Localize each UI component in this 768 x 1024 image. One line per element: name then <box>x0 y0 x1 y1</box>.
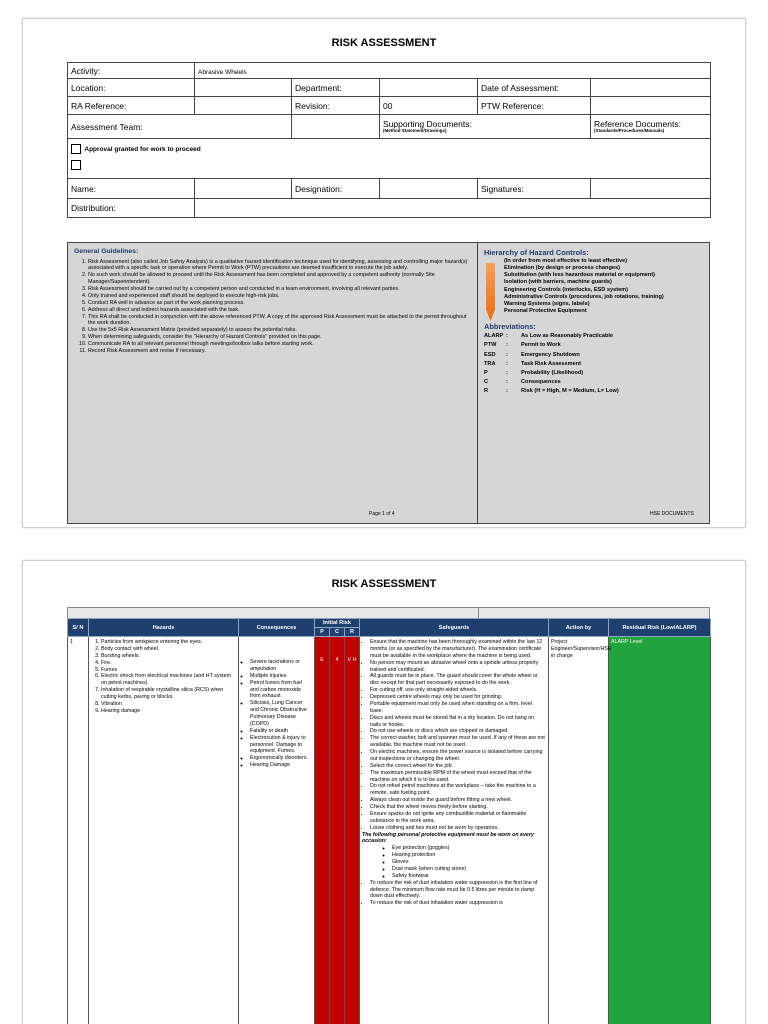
sn-header: S/ N <box>68 619 89 637</box>
safeguard-item: • On electric machines, ensure the power source is isolated before carrying out inspections or changing the wheel. <box>370 749 546 763</box>
revision-value[interactable]: 00 <box>380 97 478 115</box>
general-guidelines <box>68 243 478 523</box>
abbreviation-key: C <box>484 378 489 385</box>
revision-label: Revision: <box>292 97 380 115</box>
consequence-item: ◦ Electrocution & injury to personnel. Damage to equipment. Fumes. <box>250 735 312 756</box>
abbreviation-row <box>484 342 703 349</box>
page-1 <box>22 18 746 528</box>
residual-risk-header: Residual Risk (Low/ALARP) <box>609 619 711 637</box>
department-label: Department: <box>292 79 380 97</box>
assessment-header-table <box>67 62 711 218</box>
page-number: Page 1 of 4 <box>369 511 395 517</box>
hierarchy-item: Isolation (with barriers, machine guards) <box>504 279 612 286</box>
abbreviation-key: TRA <box>484 360 496 367</box>
second-checkbox[interactable] <box>71 160 81 170</box>
abbreviation-colon: : <box>506 351 508 358</box>
consequence-item: ◦ Severe lacerations or amputation <box>250 659 312 673</box>
hazard-item: 4. Fire. <box>101 660 236 667</box>
row-sn: 1 <box>68 637 89 1024</box>
distribution-label: Distribution: <box>68 199 195 218</box>
location-label: Location: <box>68 79 195 97</box>
page-title: RISK ASSESSMENT <box>331 578 437 590</box>
guideline-item: 3. Risk Assessment should be carried out by a competent person and conducted in a team environment, involving all relevant parties. <box>88 286 471 293</box>
safeguard-item: • Check that the wheel moves freely before starting. <box>370 804 546 811</box>
abbreviation-value: Risk (H = High, M = Medium, L= Low) <box>521 387 619 394</box>
hierarchy-list <box>484 258 703 316</box>
guideline-item: 10. Communicate RA to all relevant personnel through meetings/toolbox talks before starting work. <box>88 341 471 348</box>
hazard-item: 8. Vibration <box>101 701 236 708</box>
safeguard-item: • Loose clothing and ties must not be worn by operators. <box>370 825 546 832</box>
abbreviation-row <box>484 388 703 395</box>
row-hazards <box>89 637 239 1024</box>
abbreviation-key: R <box>484 387 489 394</box>
safeguard-item: • No person may mount an abrasive wheel onto a spindle unless properly trained and certificated. <box>370 660 546 674</box>
guideline-item: 9. When determining safeguards, consider the "Hierarchy of Hazard Controls" provided on this page. <box>88 334 471 341</box>
safeguard-item: • Ensure that the machine has been thoroughly examined within the last 12 months (or as specified by the manufacturer). The examination certificate must be available in the workplace where the machine is being used. <box>370 639 546 660</box>
abbreviation-key: P <box>484 369 488 376</box>
abbreviations <box>484 322 703 395</box>
hierarchy-item: Elimination (by design or process changes) <box>504 264 620 271</box>
designation-label: Designation: <box>292 179 380 199</box>
safeguard-item: • Select the correct wheel for the job. <box>370 763 546 770</box>
hierarchy-item: Engineering Controls (interlocks, ESD system) <box>504 286 629 293</box>
activity-value[interactable]: Abrasive Wheels <box>195 63 711 79</box>
ppe-item: ◦ Gloves <box>392 859 546 866</box>
safeguard-item: • For cutting off, use only straight-sided wheels. <box>370 687 546 694</box>
hierarchy-item: Substitution (with less hazardous material or equipment) <box>504 272 656 279</box>
abbreviation-value: Probability (Likelihood) <box>521 369 584 376</box>
hazard-item: 5. Fumes <box>101 667 236 674</box>
hazard-item: 2. Body contact with wheel. <box>101 646 236 653</box>
safeguard-item: • Do not use wheels or discs which are chipped or damaged. <box>370 728 546 735</box>
date-label: Date of Assessment: <box>478 79 591 97</box>
abbreviation-row <box>484 379 703 386</box>
hazard-item: 3. Bursting wheels. <box>101 653 236 660</box>
safeguard-item: • The correct washer, bolt and spanner must be used. If any of these are not available, the machine must not be used. <box>370 735 546 749</box>
abbreviation-colon: : <box>506 333 508 340</box>
guideline-item: 7. This RA shall be conducted in conjunction with the above referenced PTW. A copy of the approved Risk Assessment must be attached to the permit throughout the work duration. <box>88 314 471 328</box>
designation-value[interactable] <box>380 179 478 199</box>
ra-reference-label: RA Reference: <box>68 97 195 115</box>
consequence-item: ◦ Fatality or death <box>250 728 312 735</box>
signatures-label: Signatures: <box>478 179 591 199</box>
risk-cell: V H <box>345 637 360 1024</box>
row-action-by: Project Engineer/Supervisor/HSE in charge <box>549 637 609 1024</box>
hierarchy-heading: Hierarchy of Hazard Controls: <box>484 248 589 257</box>
abbreviation-value: Task Risk Assessment <box>521 360 582 367</box>
ppe-item: ◦ Dust mask (when cutting stone) <box>392 866 546 873</box>
abbreviation-row <box>484 370 703 377</box>
abbreviation-value: Consequences <box>521 378 561 385</box>
name-value[interactable] <box>195 179 292 199</box>
guideline-item: 8. Use the 5x5 Risk Assessment Matrix (provided separately) to assess the potential risks. <box>88 327 471 334</box>
safeguard-item: • Depressed centre wheels may only be used for grinding. <box>370 694 546 701</box>
table-row <box>68 637 711 1024</box>
safeguards-header: Safeguards <box>360 619 549 637</box>
c-header: C <box>330 628 345 637</box>
row-residual-risk: ALARP Level <box>609 637 711 1024</box>
arrow-down-icon <box>486 263 495 321</box>
safeguard-item: • The maximum permissible RPM of the wheel must exceed that of the machine on which it is to be used. <box>370 770 546 784</box>
guidelines-panel <box>67 242 710 524</box>
abbreviation-value: As Low as Reasonably Practicable <box>521 333 614 340</box>
guideline-item: 11. Record Risk Assessment and revise if necessary. <box>88 348 471 355</box>
consequence-item: ◦ Silicosis, Lung Cancer and Chronic Obstructive Pulmonary Disease (COPD) <box>250 700 312 728</box>
ppe-item: ◦ Safety footwear <box>392 873 546 880</box>
assessment-team-value[interactable] <box>292 115 380 139</box>
abbreviation-key: ALARP <box>484 333 504 340</box>
abbreviation-colon: : <box>506 360 508 367</box>
abbreviations-heading: Abbreviations: <box>484 321 536 331</box>
abbreviation-row <box>484 352 703 359</box>
footer-right: HSE DOCUMENTS <box>650 511 694 517</box>
page-2 <box>22 560 746 1024</box>
ptw-reference-label: PTW Reference: <box>478 97 591 115</box>
hazard-item: 6. Electric shock from electrical machines (and HT system on petrol machines) <box>101 673 236 687</box>
ppe-item: ◦ Hearing protection <box>392 852 546 859</box>
location-value[interactable] <box>195 79 292 97</box>
consequence-item: ◦ Multiple injuries <box>250 673 312 680</box>
abbreviation-value: Permit to Work <box>521 342 561 349</box>
guideline-item: 2. No such work should be allowed to proceed until the Risk Assessment has been completed and approved by a competent authority (normally Site Manager/Superintendent). <box>88 272 471 286</box>
approval-section <box>68 139 711 179</box>
approval-label: Approval granted for work to proceed <box>84 146 201 153</box>
abbreviation-colon: : <box>506 369 508 376</box>
hazard-item: 1. Particles from workpiece entering the eyes. <box>101 639 236 646</box>
hierarchy-item: Personal Protective Equipment <box>504 308 587 315</box>
safeguard-item: • Do not refuel petrol machines at the workplace – take the machine to a remote, safe fueling point. <box>370 783 546 797</box>
assessment-team-label: Assessment Team: <box>68 115 292 139</box>
ptw-reference-value[interactable] <box>591 97 711 115</box>
abbreviation-key: ESD <box>484 351 496 358</box>
row-safeguards <box>360 637 549 1024</box>
safeguard-item: • To reduce the risk of dust inhalation water suppression is <box>370 900 546 907</box>
r-header: R <box>345 628 360 637</box>
safeguard-item: • Portable equipment must only be used when standing on a firm, level base. <box>370 701 546 715</box>
abbreviation-colon: : <box>506 378 508 385</box>
row-consequences <box>239 637 315 1024</box>
hazards-header: Hazards <box>89 619 239 637</box>
hazard-item: 9. Hearing damage <box>101 708 236 715</box>
safeguard-item: • To reduce the risk of dust inhalation water suppression is the first line of defence. The minimum flow rate must be 0.5 litres per minute to damp down dust effectively. <box>370 880 546 901</box>
action-by-header: Action by <box>549 619 609 637</box>
safeguard-item: • All guards must be in place. The guard should cover the whole wheel or disc except for that part necessarily exposed to do the work. <box>370 673 546 687</box>
abbreviation-colon: : <box>506 342 508 349</box>
hierarchy-panel <box>478 243 709 523</box>
name-label: Name: <box>68 179 195 199</box>
p-header: P <box>315 628 330 637</box>
safeguard-item: • Always clean out inside the guard before fitting a new wheel. <box>370 797 546 804</box>
safeguard-item: • Ensure sparks do not ignite any combustible material or flammable substance in the work area. <box>370 811 546 825</box>
ra-reference-value[interactable] <box>195 97 292 115</box>
ppe-item: ◦ Eye protection (goggles) <box>392 845 546 852</box>
page-title: RISK ASSESSMENT <box>331 37 437 49</box>
activity-label: Activity: <box>68 63 195 79</box>
signatures-value[interactable] <box>591 179 711 199</box>
hierarchy-item: (In order from most effective to least effective) <box>504 257 628 264</box>
abbreviations-list <box>484 333 703 395</box>
consequence-cell: 4 <box>330 637 345 1024</box>
hierarchy-item: Administrative Controls (procedures, job rotations, training) <box>504 293 664 300</box>
consequences-header: Consequences <box>239 619 315 637</box>
initial-risk-header: Initial Risk <box>315 619 360 628</box>
consequence-item: ◦ Ergonomically disorders. <box>250 755 312 762</box>
abbreviation-row <box>484 361 703 368</box>
guidelines-heading: General Guidelines: <box>74 248 139 255</box>
guideline-item: 4. Only trained and experienced staff should be deployed to execute high-risk jobs. <box>88 293 471 300</box>
abbreviation-colon: : <box>506 387 508 394</box>
approval-checkbox[interactable] <box>71 144 81 154</box>
safeguard-item: • Discs and wheels must be stored flat in a dry location. Do not hang on nails or hooks. <box>370 715 546 729</box>
consequence-item: ◦ Petrol fumes from fuel and carbon monoxide from exhaust <box>250 680 312 701</box>
abbreviation-row <box>484 333 703 340</box>
ppe-heading: The following personal protective equipment must be worn on every occasion: <box>362 831 534 845</box>
reference-documents: Reference Documents: (Standards/Procedures/Manuals) <box>591 115 711 139</box>
risk-table <box>67 618 711 1024</box>
guideline-item: 6. Address all direct and indirect hazards associated with the task. <box>88 307 471 314</box>
abbreviation-value: Emergency Shutdown <box>521 351 580 358</box>
guideline-item: 5. Conduct RA well in advance as part of the work planning process. <box>88 300 471 307</box>
guideline-item: 1. Risk Assessment (also called Job Safety Analysis) is a qualitative hazard identification technique used for identifying, assessing and controlling major hazard(s) associated with a specific task or operation where Permit to Work (PTW) precautions are deemed insufficient to execute the job safely. <box>88 259 471 273</box>
date-value[interactable] <box>591 79 711 97</box>
abbreviation-key: PTW <box>484 342 497 349</box>
supporting-documents: Supporting Documents: (Method Statement/Drawings) <box>380 115 591 139</box>
guidelines-list <box>74 259 471 355</box>
hazard-item: 7. Inhalation of respirable crystalline silica (RCS) when cutting kerbs, paving or blocks. <box>101 687 236 701</box>
distribution-value[interactable] <box>195 199 711 218</box>
hierarchy-item: Warning Systems (signs, labels) <box>504 301 590 308</box>
probability-cell: E <box>315 637 330 1024</box>
consequence-item: ◦ Hearing Damage <box>250 762 312 769</box>
department-value[interactable] <box>380 79 478 97</box>
